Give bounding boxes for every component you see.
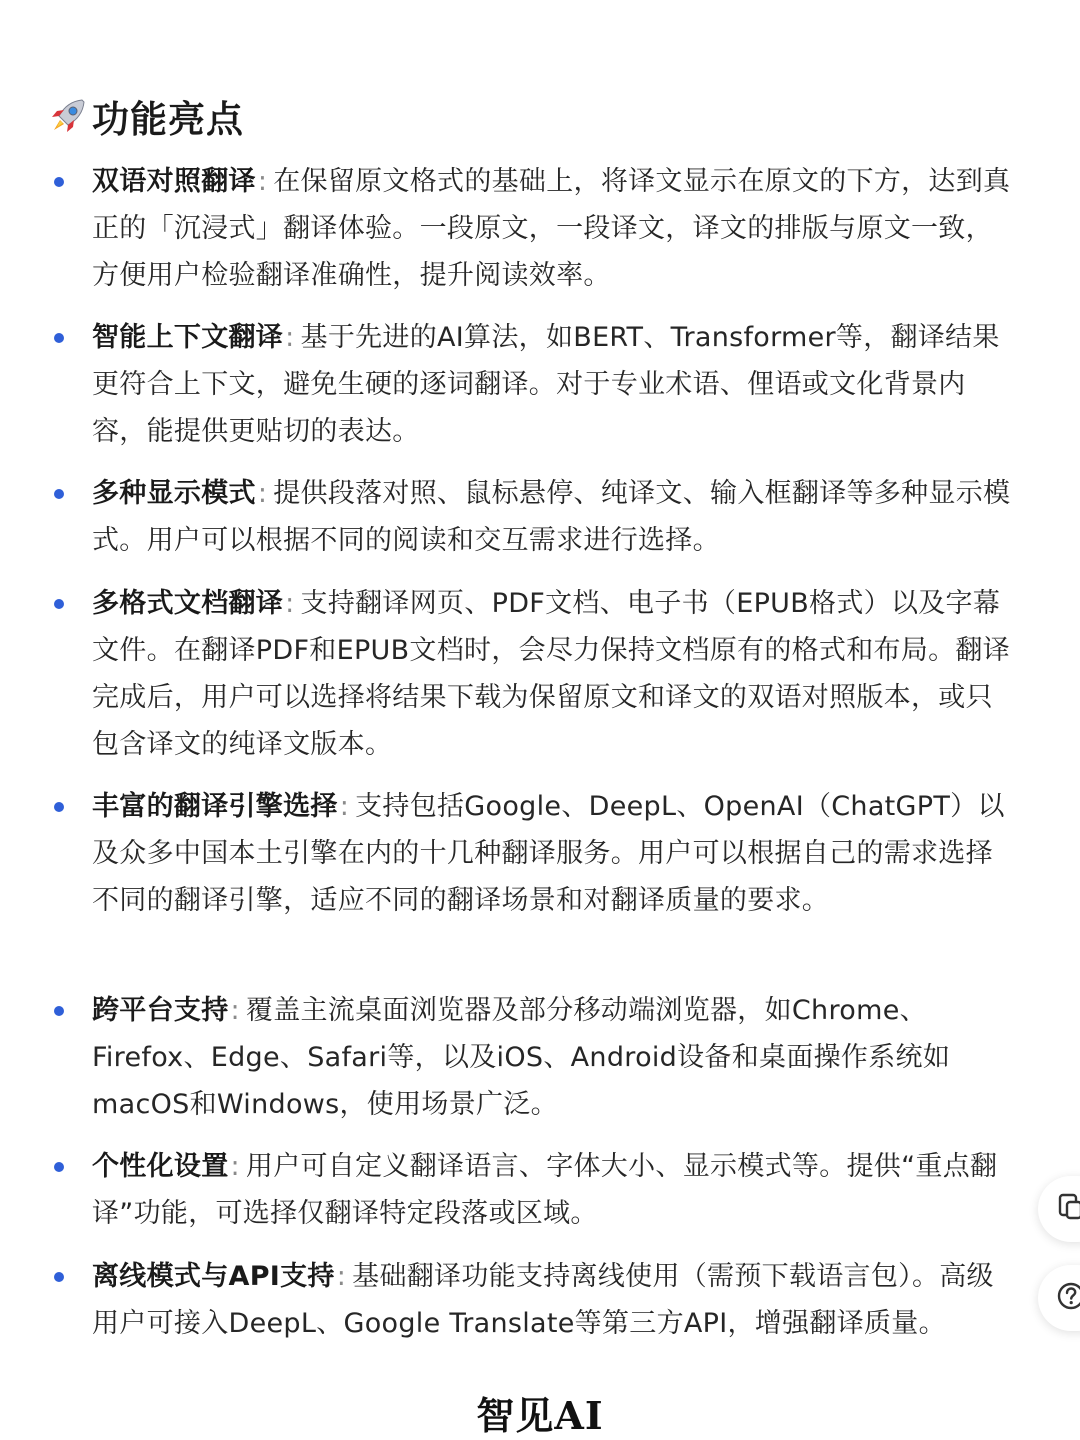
watermark-text: 智见AI: [476, 1392, 604, 1438]
term-colon: :: [230, 995, 240, 1026]
feature-description: 在保留原文格式的基础上，将译文显示在原文的下方，达到真正的「沉浸式」翻译体验。一段原文，一段译文，译文的排版与原文一致，方便用户检验翻译准确性，提升阅读效率。: [92, 166, 1011, 291]
footer-watermark: [0, 1384, 1080, 1440]
list-item: [92, 580, 1012, 768]
section-heading: [46, 86, 244, 146]
list-item: [92, 314, 1012, 455]
bullet-icon: [54, 1162, 64, 1172]
bullet-icon: [54, 1006, 64, 1016]
list-item: [92, 158, 1012, 299]
feature-description: 支持翻译网页、PDF文档、电子书（EPUB格式）以及字幕文件。在翻译PDF和EPUB文档时，会尽力保持文档原有的格式和布局。翻译完成后，用户可以选择将结果下载为保留原文和译文的双语对照版本，或只包含译文的纯译文版本。: [92, 588, 1011, 760]
bullet-icon: [54, 802, 64, 812]
help-icon: [1056, 1281, 1080, 1315]
feature-term: 跨平台支持: [92, 995, 229, 1026]
feature-description: 提供段落对照、鼠标悬停、纯译文、输入框翻译等多种显示模式。用户可以根据不同的阅读和交互需求进行选择。: [92, 478, 1011, 556]
feature-description: 基于先进的AI算法，如BERT、Transformer等，翻译结果更符合上下文，避免生硬的逐词翻译。对于专业术语、俚语或文化背景内容，能提供更贴切的表达。: [92, 322, 1000, 447]
term-colon: :: [339, 791, 350, 822]
feature-term: 双语对照翻译: [92, 166, 256, 197]
list-item: [92, 470, 1012, 564]
term-colon: :: [257, 166, 268, 197]
list-item: [92, 987, 1012, 1128]
feature-term: 离线模式与API支持: [92, 1261, 335, 1292]
feature-description: 支持包括Google、DeepL、OpenAI（ChatGPT）以及众多中国本土引擎在内的十几种翻译服务。用户可以根据自己的需求选择不同的翻译引擎，适应不同的翻译场景和对翻译质量的要求。: [92, 791, 1005, 916]
heading-title: 功能亮点: [92, 98, 244, 141]
rocket-icon: [46, 94, 90, 138]
term-colon: :: [230, 1151, 240, 1182]
bullet-icon: [54, 1272, 64, 1282]
feature-term: 多格式文档翻译: [92, 588, 284, 619]
bullet-icon: [54, 177, 64, 187]
list-item: [92, 783, 1012, 924]
copy-icon: [1056, 1192, 1080, 1226]
feature-description: 基础翻译功能支持离线使用（需预下载语言包）。高级用户可接入DeepL、Google Translate等第三方API，增强翻译质量。: [92, 1261, 994, 1339]
help-button[interactable]: [1038, 1265, 1080, 1331]
list-item: [92, 1253, 1012, 1347]
feature-description: 覆盖主流桌面浏览器及部分移动端浏览器，如Chrome、Firefox、Edge、Safari等，以及iOS、Android设备和桌面操作系统如macOS和Windows，使用场景广泛。: [92, 995, 951, 1120]
feature-term: 个性化设置: [92, 1151, 229, 1182]
bullet-icon: [54, 333, 64, 343]
feature-term: 丰富的翻译引擎选择: [92, 791, 338, 822]
bullet-icon: [54, 489, 64, 499]
term-colon: :: [257, 478, 268, 509]
bullet-icon: [54, 599, 64, 609]
feature-term: 智能上下文翻译: [92, 322, 284, 353]
term-colon: :: [336, 1261, 347, 1292]
feature-description: 用户可自定义翻译语言、字体大小、显示模式等。提供“重点翻译”功能，可选择仅翻译特定段落或区域。: [92, 1151, 998, 1229]
list-item: [92, 1143, 1012, 1237]
feature-term: 多种显示模式: [92, 478, 256, 509]
term-colon: :: [285, 322, 295, 353]
copy-button[interactable]: [1038, 1176, 1080, 1242]
term-colon: :: [285, 588, 295, 619]
